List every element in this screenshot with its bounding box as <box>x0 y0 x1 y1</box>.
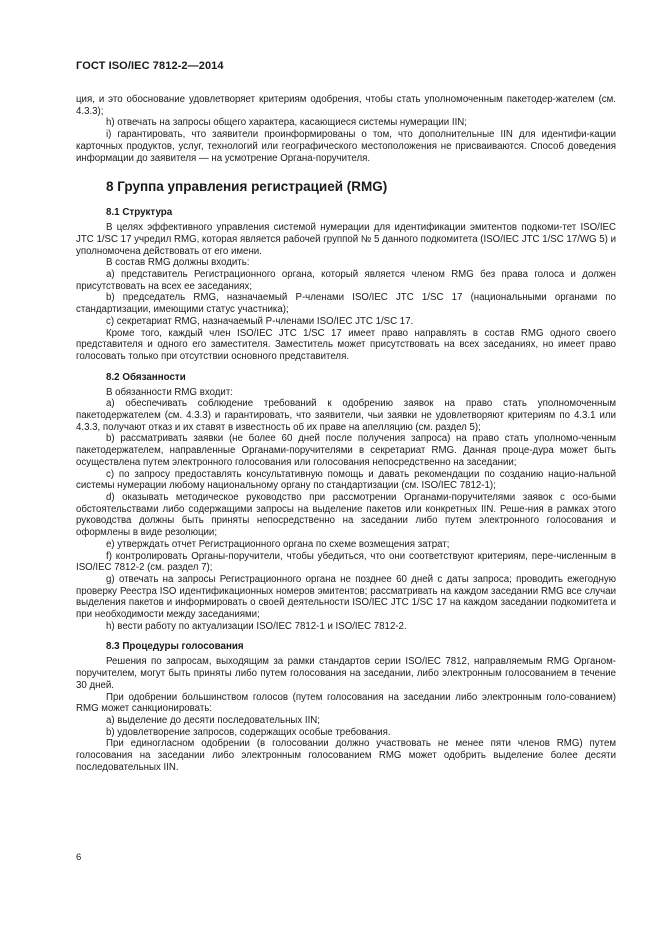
list-item: h) вести работу по актуализации ISO/IEC 7812-1 и ISO/IEC 7812-2. <box>106 620 407 632</box>
list-item: g) отвечать на запросы Регистрационного органа не позднее 60 дней с даты запроса; проводить ежегодную проверку Реестра ISO идентификационных номеров эмитентов; рассматривать на каждом заседании RMG все случаи выделения пакетов и информировать о своей деятельности ISO/IEC JTC 1/SC 17 на каждом заседании подкомитета и при необходимости между заседаниями; <box>76 573 616 621</box>
document-header: ГОСТ ISO/IEC 7812-2—2014 <box>76 60 224 72</box>
intro-item-h: h) отвечать на запросы общего характера, касающиеся системы нумерации IIN; <box>106 117 467 129</box>
intro-item-i: i) гарантировать, что заявители проинформированы о том, что дополнительные IIN для идентифи-кации карточных продуктов, услуг, технологий или географического местоположения не присваиваются. Способ доведения информации до заявителя — на усмотрение Органа-поручителя. <box>76 129 616 164</box>
list-item: a) представитель Регистрационного органа, который является членом RMG без права голоса и должен присутствовать на всех ее заседаниях; <box>76 269 616 292</box>
page-number: 6 <box>76 852 82 863</box>
subsection-8-2-title: 8.2 Обязанности <box>106 371 186 383</box>
paragraph: В состав RMG должны входить: <box>106 257 250 269</box>
list-item: b) председатель RMG, назначаемый Р-членами ISO/IEC JTC 1/SC 17 (национальными органами по стандартизации, имеющими статус участника); <box>76 292 616 316</box>
intro-paragraph: ция, и это обоснование удовлетворяет критериям одобрения, чтобы стать уполномоченным пакетодер-жателем (см. 4.3.3); <box>76 94 616 117</box>
list-item: e) утверждать отчет Регистрационного органа по схеме возмещения затрат; <box>106 538 450 550</box>
paragraph: В обязанности RMG входит: <box>106 386 233 398</box>
subsection-8-3-title: 8.3 Процедуры голосования <box>106 641 244 653</box>
list-item: f) контролировать Органы-поручители, чтобы убедиться, что они соответствуют критериям, пере-численным в ISO/IEC 7812-2 (см. раздел 7); <box>76 550 616 574</box>
list-item: b) удовлетворение запросов, содержащих особые требования. <box>106 726 391 738</box>
subsection-8-1-title: 8.1 Структура <box>106 207 173 219</box>
list-item: d) оказывать методическое руководство при рассмотрении Органами-поручителями заявок с осо-быми обстоятельствами либо содержащими запросы на выделение пакетов или конкретных IIN. Реше-ния в рамках этого руководства должны быть приняты непосредственно на заседании либо путем электронного голосования и оформлены в виде резолюции; <box>76 491 616 539</box>
list-item: a) выделение до десяти последовательных IIN; <box>106 714 320 726</box>
list-item: a) обеспечивать соблюдение требований к одобрению заявок на право стать уполномоченным пакетодержателем (см. 4.3.3) и гарантировать, что заявители, чьи заявки не удовлетворяют критериям по 4.3.1 или 4.3.3, получают отказ и их ставят в известность об их праве на апелляцию (см. раздел 5); <box>76 398 616 433</box>
paragraph: В целях эффективного управления системой нумерации для идентификации эмитентов подкоми-тет ISO/IEC JTC 1/SC 17 учредил RMG, которая является рабочей группой № 5 данного подкомитета (ISO/IEC JTC 1/SC 17/WG 5) и уполномочена действовать от его имени. <box>76 222 616 257</box>
document-page <box>76 60 616 773</box>
paragraph: Решения по запросам, выходящим за рамки стандартов серии ISO/IEC 7812, направляемым RMG Органом-поручителем, могут быть приняты либо путем голосования на заседании, либо электронным голосованием в течение 30 дней. <box>76 656 616 691</box>
list-item: b) рассматривать заявки (не более 60 дней после получения запроса) на право стать уполномо-ченным пакетодержателем, направленные Органами-поручителями в секретариат RMG. Данная проце-дура может быть осуществлена путем электронного голосования или голосования непосредственно на заседании; <box>76 433 616 468</box>
paragraph: При единогласном одобрении (в голосовании должно участвовать не менее пяти членов RMG) путем голосования на заседании либо электронным голосованием RMG может одобрить выделение более десяти последовательных IIN. <box>76 738 616 773</box>
list-item: c) секретариат RMG, назначаемый Р-членами ISO/IEC JTC 1/SC 17. <box>106 315 414 327</box>
list-item: c) по запросу предоставлять консультативную помощь и давать рекомендации по созданию нацио-нальной системы нумерации любому национальному органу по стандартизации (см. ISO/IEC 7812-1); <box>76 468 616 492</box>
paragraph: Кроме того, каждый член ISO/IEC JTC 1/SC 17 имеет право направлять в состав RMG одного своего представителя и одного его заместителя. Заместитель может присутствовать на всех заседаниях, но имеет право голосовать только при отсутствии основного представителя. <box>76 327 616 362</box>
paragraph: При одобрении большинством голосов (путем голосования на заседании либо электронным голо-сованием) RMG может санкционировать: <box>76 691 616 715</box>
section-8-title: 8 Группа управления регистрацией (RMG) <box>106 179 388 195</box>
